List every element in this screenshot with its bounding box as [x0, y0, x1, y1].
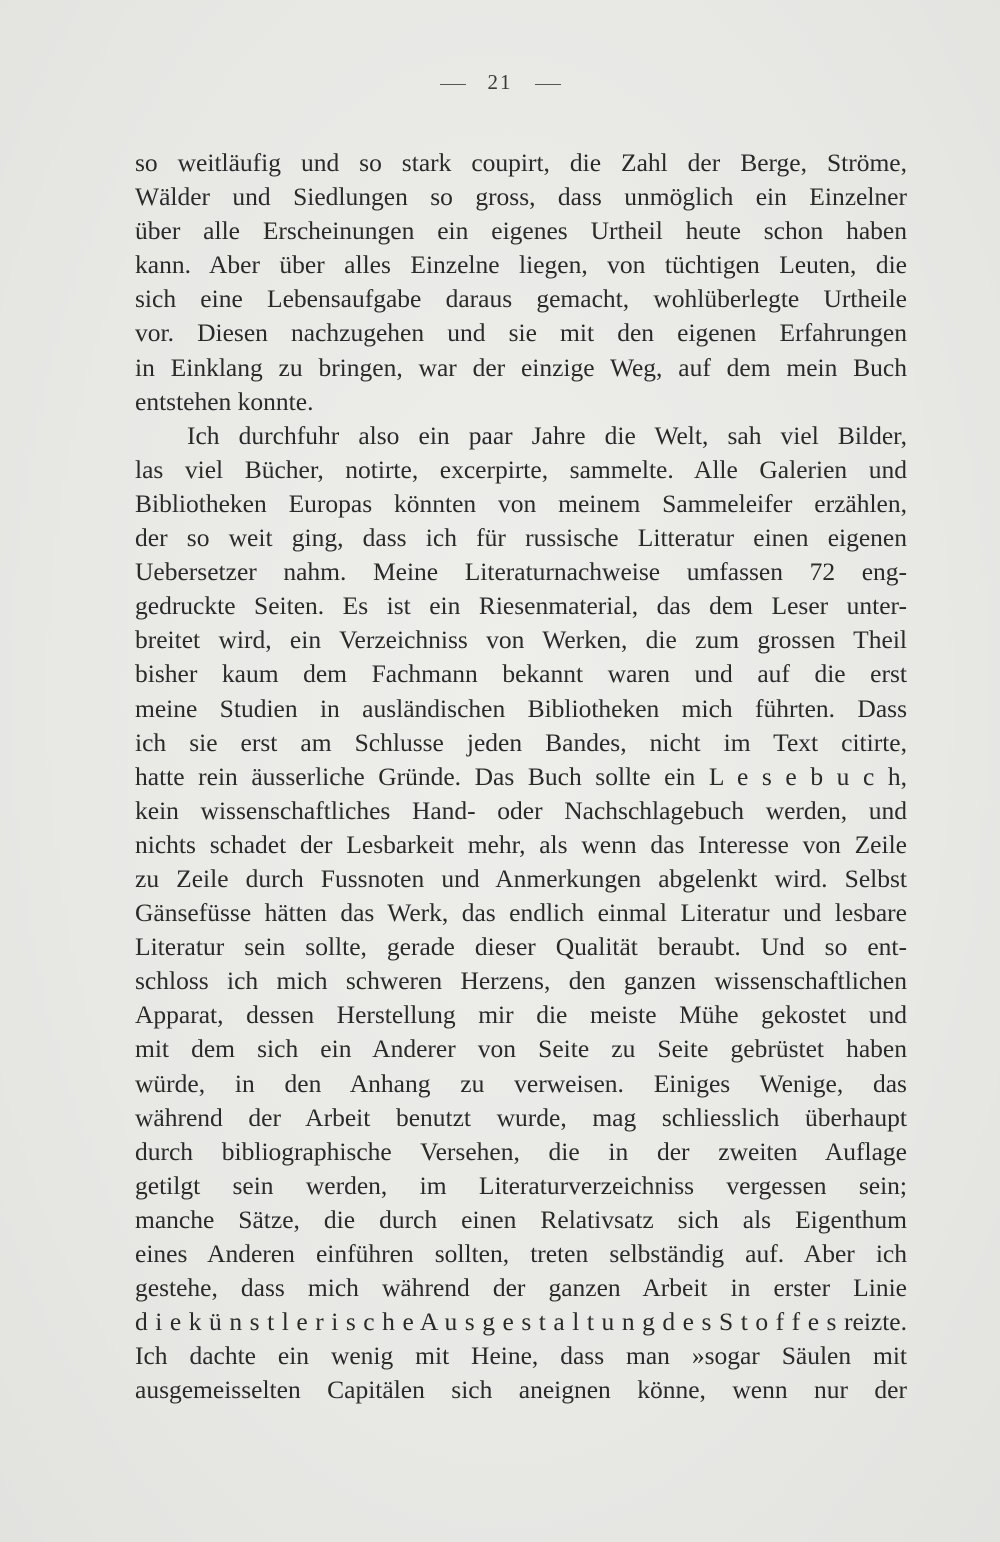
text-line: Ich durchfuhr also ein paar Jahre die Welt, sah viel Bilder, — [187, 420, 907, 450]
text-line: Bibliotheken Europas könnten von meinem Sammeleifer erzählen, — [135, 488, 907, 518]
text-line: gestehe, dass mich während der ganzen Arbeit in erster Linie — [135, 1273, 907, 1303]
text-line: ausgemeisselten Capitälen sich aneignen könne, wenn nur der — [135, 1375, 907, 1405]
text-line: in Einklang zu bringen, war der einzige Weg, auf dem mein Buch — [135, 352, 907, 382]
text-line: mit dem sich ein Anderer von Seite zu Seite gebrüstet haben — [135, 1034, 907, 1064]
text-line: meine Studien in ausländischen Bibliotheken mich führten. Dass — [135, 693, 907, 723]
page-header — [0, 70, 1000, 95]
text-line: Gänsefüsse hätten das Werk, das endlich einmal Literatur und lesbare — [135, 898, 907, 928]
text-line: eines Anderen einführen sollten, treten selbständig auf. Aber ich — [135, 1239, 907, 1268]
text-line: über alle Erscheinungen ein eigenes Urtheil heute schon haben — [135, 216, 907, 246]
text-line: manche Sätze, die durch einen Relativsatz sich als Eigenthum — [135, 1204, 907, 1234]
text-line: Apparat, dessen Herstellung mir die meiste Mühe gekostet und — [135, 1000, 907, 1030]
header-dash-left — [440, 84, 466, 85]
text-line: der so weit ging, dass ich für russische Litteratur einen eigenen — [135, 523, 907, 553]
text-line: Ich dachte ein wenig mit Heine, dass man »sogar Säulen mit — [135, 1341, 907, 1371]
text-line: bisher kaum dem Fachmann bekannt waren und auf die erst — [135, 659, 907, 689]
text-line: sich eine Lebensaufgabe daraus gemacht, wohlüberlegte Urtheile — [135, 284, 907, 314]
text-line: getilgt sein werden, im Literaturverzeichniss vergessen sein; — [135, 1170, 907, 1200]
text-line: entstehen konnte. — [135, 386, 314, 416]
text-line: hatte rein äusserliche Gründe. Das Buch sollte ein L e s e b u c h, — [135, 761, 907, 791]
text-line: vor. Diesen nachzugehen und sie mit den eigenen Erfahrungen — [135, 318, 907, 348]
text-line: Uebersetzer nahm. Meine Literaturnachweise umfassen 72 eng- — [135, 557, 907, 587]
page-number: 21 — [487, 70, 513, 94]
body-text — [135, 146, 907, 1407]
text-line: ich sie erst am Schlusse jeden Bandes, nicht im Text citirte, — [135, 727, 907, 757]
text-line: Literatur sein sollte, gerade dieser Qualität beraubt. Und so ent- — [135, 932, 907, 962]
text-line: breitet wird, ein Verzeichniss von Werken, die zum grossen Theil — [135, 625, 907, 655]
text-line: kein wissenschaftliches Hand- oder Nachschlagebuch werden, und — [135, 795, 907, 825]
text-line: Wälder und Siedlungen so gross, dass unmöglich ein Einzelner — [135, 182, 907, 212]
text-line: d i e k ü n s t l e r i s c h e A u s g e s t a l t u n g d e s S t o f f e s reizte. — [135, 1307, 907, 1337]
text-line: so weitläufig und so stark coupirt, die Zahl der Berge, Ströme, — [135, 148, 907, 177]
text-line: kann. Aber über alles Einzelne liegen, von tüchtigen Leuten, die — [135, 250, 907, 280]
text-line: nichts schadet der Lesbarkeit mehr, als wenn das Interesse von Zeile — [135, 829, 907, 859]
text-line: während der Arbeit benutzt wurde, mag schliesslich überhaupt — [135, 1102, 907, 1132]
text-line: las viel Bücher, notirte, excerpirte, sammelte. Alle Galerien und — [135, 454, 907, 484]
text-line: gedruckte Seiten. Es ist ein Riesenmaterial, das dem Leser unter- — [135, 591, 907, 621]
text-line: würde, in den Anhang zu verweisen. Einiges Wenige, das — [135, 1068, 907, 1098]
text-line: zu Zeile durch Fussnoten und Anmerkungen abgelenkt wird. Selbst — [135, 863, 907, 893]
text-line: durch bibliographische Versehen, die in der zweiten Auflage — [135, 1136, 907, 1166]
text-line: schloss ich mich schweren Herzens, den ganzen wissenschaftlichen — [135, 966, 907, 996]
header-dash-right — [535, 84, 561, 85]
